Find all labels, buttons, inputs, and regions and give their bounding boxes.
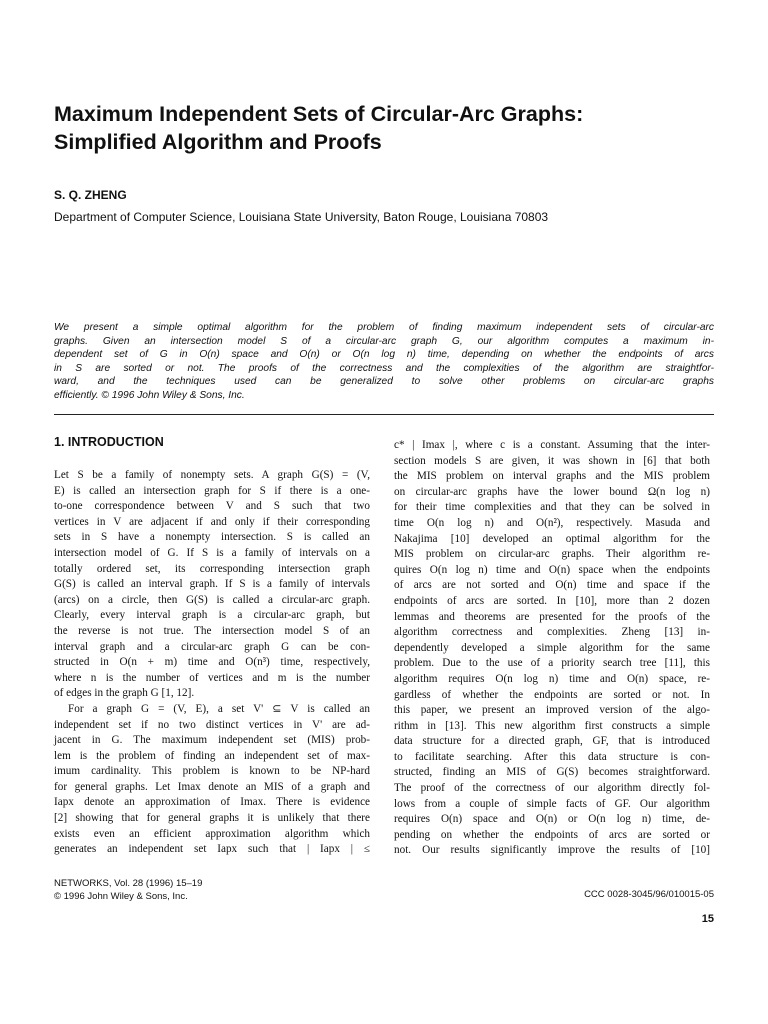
body-line: problem. Due to the use of a priority search tree [11], this bbox=[394, 657, 710, 670]
body-line: vertices in V are adjacent if and only if their corresponding bbox=[54, 515, 370, 528]
body-line: pending on whether the endpoints of arcs are sorted or bbox=[394, 828, 710, 841]
body-line: lows from a couple of simple facts of GF. Our algorithm bbox=[394, 797, 710, 810]
body-line: G(S) is called an interval graph. If S is a family of intervals bbox=[54, 578, 370, 591]
body-line: dependently developed a simple algorithm for the same bbox=[394, 641, 710, 654]
body-line: rithm in [13]. This new algorithm first constructs a simple bbox=[394, 719, 710, 732]
body-line: data structure for a directed graph, GF, that is introduced bbox=[394, 735, 710, 748]
body-line: structed in O(n + m) time and O(n³) time, respectively, bbox=[54, 656, 370, 669]
author-affiliation: Department of Computer Science, Louisiana State University, Baton Rouge, Louisiana 70803 bbox=[54, 210, 549, 224]
body-line: section models S are given, it was shown in [6] that both bbox=[394, 454, 710, 467]
body-line: jacent in G. The maximum independent set (MIS) prob- bbox=[54, 734, 370, 747]
body-line: the reverse is not true. The intersection model S of an bbox=[54, 624, 370, 637]
body-line: quires O(n log n) time and O(n) space when the endpoints bbox=[394, 563, 710, 576]
body-line: generates an independent set Iapx such that | Iapx | ≤ bbox=[54, 843, 370, 856]
abstract-line: efficiently. © 1996 John Wiley & Sons, Inc. bbox=[54, 389, 245, 401]
body-line: lemmas and theorems are presented for the proofs of the bbox=[394, 610, 710, 623]
abstract-line: in S are sorted or not. The proofs of the correctness and the complexities of the algorithm are straightfor- bbox=[54, 362, 714, 374]
body-line: to-one correspondence between V and S such that two bbox=[54, 500, 370, 513]
journal-citation: NETWORKS, Vol. 28 (1996) 15–19 bbox=[54, 878, 203, 889]
body-line: For a graph G = (V, E), a set V' ⊆ V is called an bbox=[68, 702, 370, 715]
abstract bbox=[54, 321, 714, 402]
paper-title bbox=[54, 100, 734, 156]
right-column bbox=[394, 438, 710, 859]
body-line: to facilitate searching. After this data structure is con- bbox=[394, 750, 710, 763]
body-line: Let S be a family of nonempty sets. A graph G(S) = (V, bbox=[54, 469, 370, 481]
copyright-notice: © 1996 John Wiley & Sons, Inc. bbox=[54, 891, 188, 902]
abstract-line: ward, and the techniques used can be generalized to solve other problems on circular-arc graphs bbox=[54, 376, 714, 387]
title-line: Simplified Algorithm and Proofs bbox=[54, 130, 382, 154]
body-line: lem is the problem of finding an independent set of max- bbox=[54, 749, 370, 762]
body-line: gardless of whether the endpoints are sorted or not. In bbox=[394, 688, 710, 701]
body-line: Clearly, every interval graph is a circular-arc graph, but bbox=[54, 609, 370, 622]
abstract-line: dependent set of G in O(n) space and O(n) or O(n log n) time, depending on whether the endpoints of arcs bbox=[54, 349, 714, 360]
body-line: algorithm correctness and complexities. Zheng [13] in- bbox=[394, 626, 710, 639]
body-line: of edges in the graph G [1, 12]. bbox=[54, 687, 195, 700]
body-line: of arcs are not sorted and O(n) time and space if the bbox=[394, 579, 710, 592]
body-line: imum cardinality. This problem is known to be NP-hard bbox=[54, 765, 370, 778]
body-line: on circular-arc graphs have the lower bound Ω(n log n) bbox=[394, 485, 710, 498]
body-line: this paper, we present an improved version of the algo- bbox=[394, 704, 710, 717]
body-line: endpoints of arcs are sorted. In [10], more than 2 dozen bbox=[394, 594, 710, 607]
body-line: MIS problem on circular-arc graphs. Their algorithm re- bbox=[394, 548, 710, 561]
body-line: not. Our results significantly improve the results of [10] bbox=[394, 844, 710, 857]
title-line: Maximum Independent Sets of Circular-Arc Graphs: bbox=[54, 102, 584, 126]
author-name: S. Q. ZHENG bbox=[54, 188, 127, 202]
body-line: requires O(n) space and O(n) or O(n log n) time, de- bbox=[394, 813, 710, 826]
body-line: intersection model of G. If S is a family of intervals on a bbox=[54, 546, 370, 559]
ccc-code: CCC 0028-3045/96/010015-05 bbox=[584, 889, 714, 900]
journal-footer bbox=[54, 877, 202, 903]
section-divider bbox=[54, 414, 714, 415]
page-number: 15 bbox=[701, 913, 714, 925]
body-line: where n is the number of vertices and m is the number bbox=[54, 671, 370, 684]
body-line: E) is called an intersection graph for S if there is a one- bbox=[54, 484, 370, 497]
body-line: [2] showing that for general graphs it is unlikely that there bbox=[54, 812, 370, 825]
body-line: Iapx denote an approximation of Imax. There is evidence bbox=[54, 796, 370, 809]
body-line: exists even an efficient approximation algorithm which bbox=[54, 827, 370, 840]
abstract-line: We present a simple optimal algorithm for the problem of finding maximum independent sets of circular-arc bbox=[54, 322, 714, 333]
body-line: c* | Imax |, where c is a constant. Assuming that the inter- bbox=[394, 439, 710, 451]
body-line: algorithm requires O(n log n) time and O(n) space, re- bbox=[394, 672, 710, 685]
body-line: The proof of the correctness of our algorithm directly fol- bbox=[394, 782, 710, 795]
body-line: for general graphs. Let Imax denote an MIS of a graph and bbox=[54, 780, 370, 793]
body-line: for their time complexities and that they can be solved in bbox=[394, 501, 710, 514]
body-line: the MIS problem on interval graphs and the MIS problem bbox=[394, 470, 710, 483]
body-line: time O(n log n) and O(n²), respectively. Masuda and bbox=[394, 516, 710, 529]
abstract-line: graphs. Given an intersection model S of a circular-arc graph G, our algorithm computes a maximum in- bbox=[54, 335, 714, 347]
body-line: independent set if no two distinct vertices in V' are ad- bbox=[54, 718, 370, 731]
body-line: Nakajima [10] developed an optimal algorithm for the bbox=[394, 532, 710, 545]
body-line: interval graph and a circular-arc graph G can be con- bbox=[54, 640, 370, 653]
body-line: structed, finding an MIS of G(S) becomes straightforward. bbox=[394, 766, 710, 779]
left-column bbox=[54, 468, 370, 858]
body-line: totally ordered set, its corresponding intersection graph bbox=[54, 562, 370, 575]
body-line: (arcs) on a circle, then G(S) is called a circular-arc graph. bbox=[54, 593, 370, 606]
body-line: sets in S have a nonempty intersection. S is called an bbox=[54, 531, 370, 544]
section-heading: 1. INTRODUCTION bbox=[54, 435, 164, 449]
